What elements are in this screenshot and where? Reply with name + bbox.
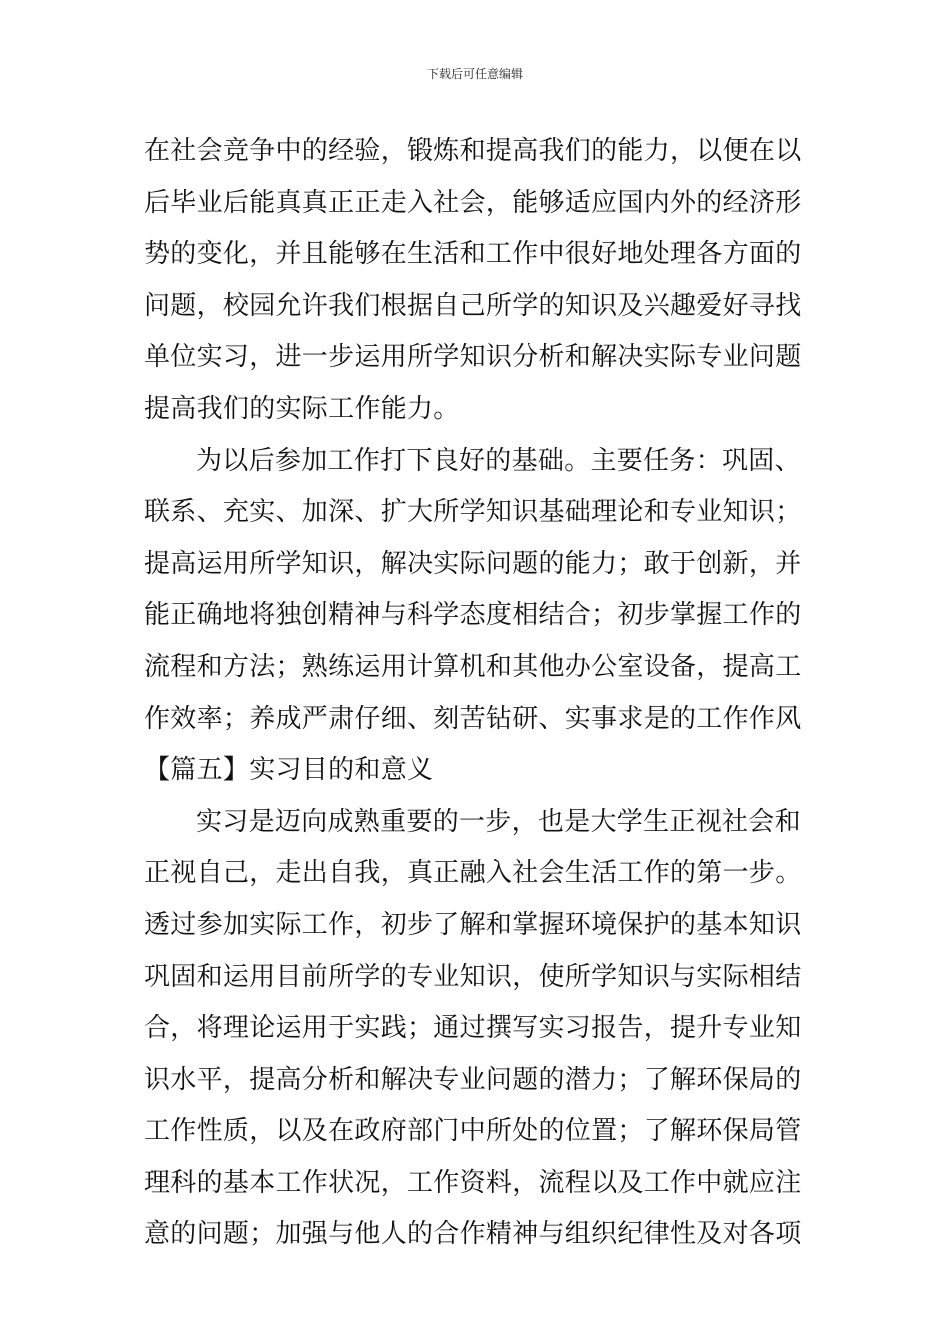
text-line: 识水平，提高分析和解决专业问题的潜力；了解环保局的 <box>144 1064 802 1095</box>
text-line: 流程和方法；熟练运用计算机和其他办公室设备，提高工 <box>144 651 802 682</box>
text-line: 意的问题；加强与他人的合作精神与组织纪律性及对各项 <box>144 1219 802 1250</box>
document-body <box>144 126 812 1261</box>
text-line: 作效率；养成严肃仔细、刻苦钻研、实事求是的工作作风 <box>144 703 802 734</box>
page-header: 下载后可任意编辑 <box>426 67 523 81</box>
text-line: 透过参加实际工作，初步了解和掌握环境保护的基本知识 <box>144 909 802 940</box>
text-line: 巩固和运用目前所学的专业知识，使所学知识与实际相结 <box>144 961 802 992</box>
text-line: 能正确地将独创精神与科学态度相结合；初步掌握工作的 <box>144 600 802 631</box>
text-line: 提高运用所学知识，解决实际问题的能力；敢于创新，并 <box>144 548 802 579</box>
text-line: 势的变化，并且能够在生活和工作中很好地处理各方面的 <box>144 239 802 270</box>
text-line: 理科的基本工作状况，工作资料，流程以及工作中就应注 <box>144 1167 802 1198</box>
text-line: 合，将理论运用于实践；通过撰写实习报告，提升专业知 <box>144 1013 802 1044</box>
text-line: 在社会竞争中的经验，锻炼和提高我们的能力，以便在以 <box>144 136 802 166</box>
paragraph-first-line: 为以后参加工作打下良好的基础。主要任务：巩固、 <box>196 445 801 476</box>
paragraph-first-line: 实习是迈向成熟重要的一步，也是大学生正视社会和 <box>196 806 801 837</box>
text-line: 正视自己，走出自我，真正融入社会生活工作的第一步。 <box>144 858 802 889</box>
text-line: 后毕业后能真真正正走入社会，能够适应国内外的经济形 <box>144 187 802 218</box>
text-line: 问题，校园允许我们根据自己所学的知识及兴趣爱好寻找 <box>144 290 802 321</box>
text-line: 工作性质，以及在政府部门中所处的位置；了解环保局管 <box>144 1116 802 1147</box>
section-heading: 【篇五】实习目的和意义 <box>144 755 434 786</box>
text-line: 联系、充实、加深、扩大所学知识基础理论和专业知识； <box>144 497 802 528</box>
text-line: 单位实习，进一步运用所学知识分析和解决实际专业问题 <box>144 342 802 373</box>
text-line: 提高我们的实际工作能力。 <box>144 393 460 424</box>
